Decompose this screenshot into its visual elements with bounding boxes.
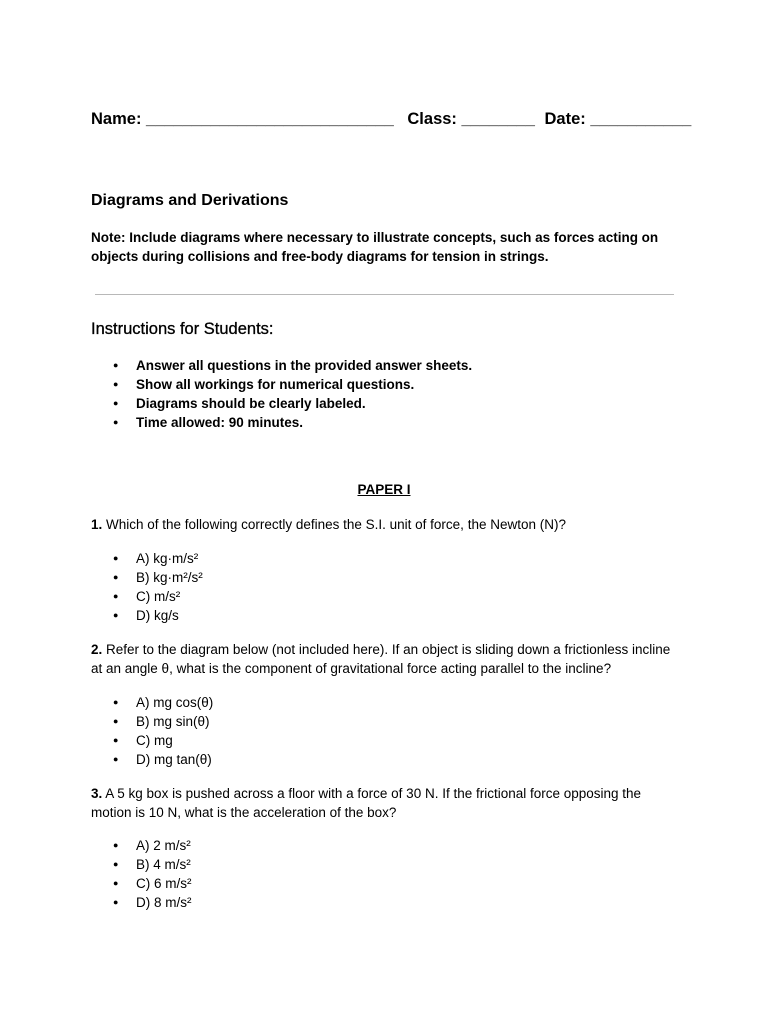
instructions-list: [91, 356, 472, 432]
option-d: ● D) mg tan(θ): [91, 750, 213, 769]
option-b: ● B) kg·m²/s²: [91, 568, 203, 587]
list-item: ● Diagrams should be clearly labeled.: [91, 394, 472, 413]
section-divider: [95, 294, 674, 295]
option-b: ● B) mg sin(θ): [91, 712, 213, 731]
question-number: 1.: [91, 517, 103, 532]
question-3-options: [91, 836, 192, 912]
option-d: ● D) kg/s: [91, 606, 203, 625]
question-1: [91, 515, 681, 534]
option-c: ● C) mg: [91, 731, 213, 750]
name-field[interactable]: Name: ___________________________: [91, 110, 394, 128]
option-b: ● B) 4 m/s²: [91, 855, 192, 874]
instructions-heading: Instructions for Students:: [91, 320, 274, 338]
paper-title: PAPER I: [357, 482, 411, 497]
question-2: [91, 640, 681, 678]
diagrams-note: Note: Include diagrams where necessary to illustrate concepts, such as forces acting on objects during collisions and free-body diagrams for tension in strings.: [91, 230, 659, 264]
date-field[interactable]: Date: ___________: [544, 110, 692, 128]
student-info-header: [91, 110, 691, 129]
question-2-options: [91, 693, 213, 769]
class-field[interactable]: Class: ________: [407, 110, 535, 128]
question-number: 3.: [91, 786, 103, 801]
question-number: 2.: [91, 642, 103, 657]
question-text: Refer to the diagram below (not included here). If an object is sliding down a frictionless incline at an angle θ, what is the component of gravitational force acting parallel to the incline?: [91, 642, 671, 676]
option-c: ● C) 6 m/s²: [91, 874, 192, 893]
list-item: ● Show all workings for numerical questions.: [91, 375, 472, 394]
option-c: ● C) m/s²: [91, 587, 203, 606]
option-a: ● A) 2 m/s²: [91, 836, 192, 855]
question-text: Which of the following correctly defines the S.I. unit of force, the Newton (N)?: [102, 517, 566, 532]
option-a: ● A) mg cos(θ): [91, 693, 213, 712]
question-3: [91, 784, 681, 822]
list-item: ● Time allowed: 90 minutes.: [91, 413, 472, 432]
question-text: A 5 kg box is pushed across a floor with a force of 30 N. If the frictional force opposing the motion is 10 N, what is the acceleration of the box?: [91, 786, 642, 820]
option-d: ● D) 8 m/s²: [91, 893, 192, 912]
diagrams-heading: Diagrams and Derivations: [91, 192, 289, 209]
option-a: ● A) kg·m/s²: [91, 549, 203, 568]
list-item: ● Answer all questions in the provided answer sheets.: [91, 356, 472, 375]
question-1-options: [91, 549, 203, 625]
